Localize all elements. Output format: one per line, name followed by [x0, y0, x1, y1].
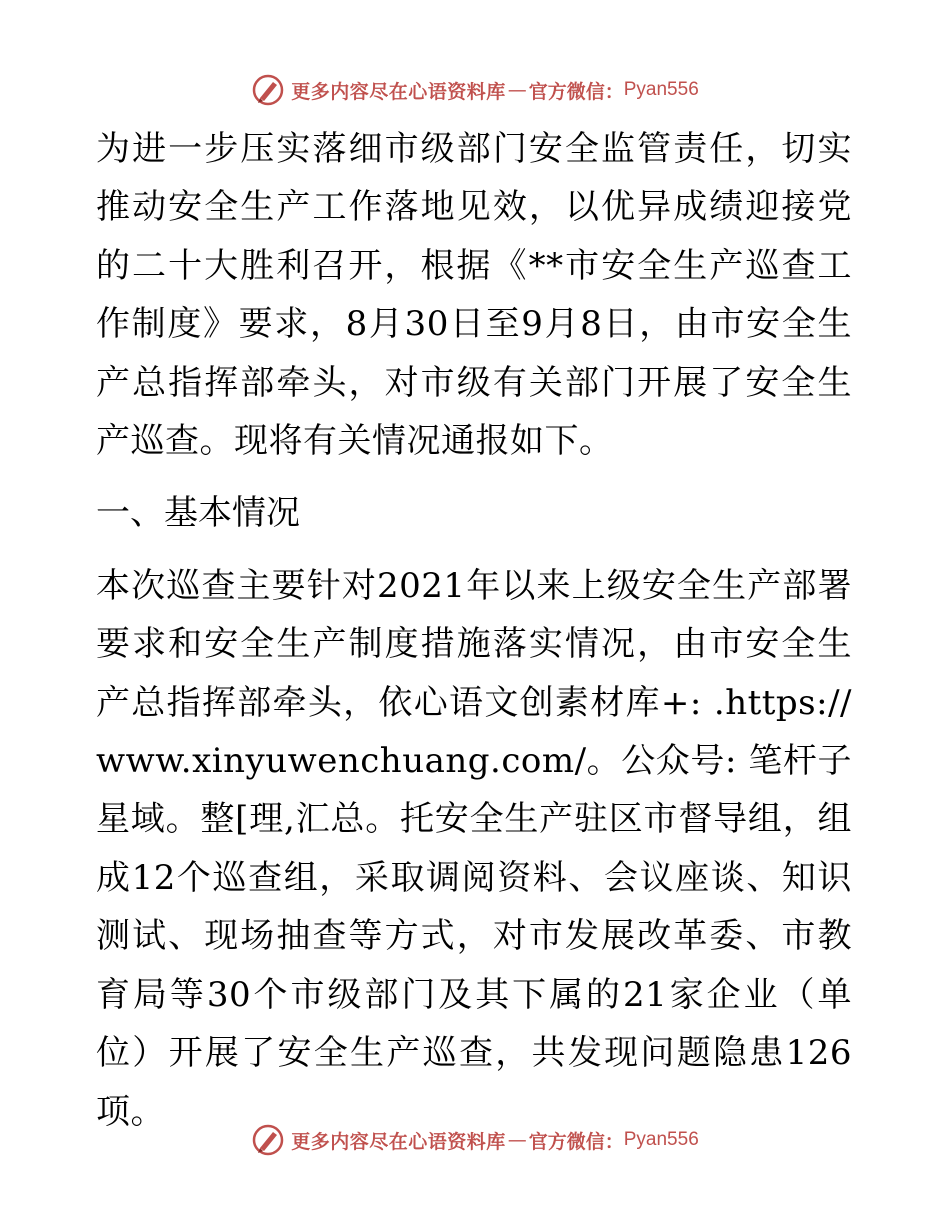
intro-paragraph: 为进一步压实落细市级部门安全监管责任，切实推动安全生产工作落地见效，以优异成绩迎接党的二十大胜利召开，根据《**市安全生产巡查工作制度》要求，8月30日至9月8日，由市安全生产总指挥部牵头，对市级有关部门开展了安全生产巡查。现将有关情况通报如下。 [96, 129, 852, 462]
banner-sub-text: 官方微信： [528, 1130, 624, 1153]
section-heading-basic-situation: 一、基本情况 [96, 493, 300, 534]
pen-logo-icon [251, 73, 285, 107]
banner-wechat-id: Pyan556 [623, 1129, 699, 1150]
banner-wechat-id: Pyan556 [623, 79, 699, 100]
basic-situation-paragraph: 本次巡查主要针对2021年以来上级安全生产部署要求和安全生产制度措施落实情况，由市安全生产总指挥部牵头，依心语文创素材库+: .https://www.xinyuwenchuang.com/。公众号: 笔杆子星域。整[理,汇总。托安全生产驻区市督导组，组成12个巡查组，采取调阅资料、会议座谈、知识测试、现场抽查等方式，对市发展改革委、市教育局等30个市级部门及其下属的21家企业（单位）开展了安全生产巡查，共发现问题隐患126项。 [96, 565, 852, 1132]
banner-dash: — [507, 79, 527, 101]
banner-main-text: 更多内容尽在心语资料库 [291, 80, 506, 103]
banner-sub-text: 官方微信： [528, 80, 624, 103]
banner-main-text: 更多内容尽在心语资料库 [291, 1130, 506, 1153]
pen-logo-icon [251, 1123, 285, 1157]
document-body [96, 120, 852, 1141]
banner-dash: — [507, 1129, 527, 1151]
header-watermark-banner [0, 68, 950, 112]
footer-watermark-banner [0, 1118, 950, 1162]
